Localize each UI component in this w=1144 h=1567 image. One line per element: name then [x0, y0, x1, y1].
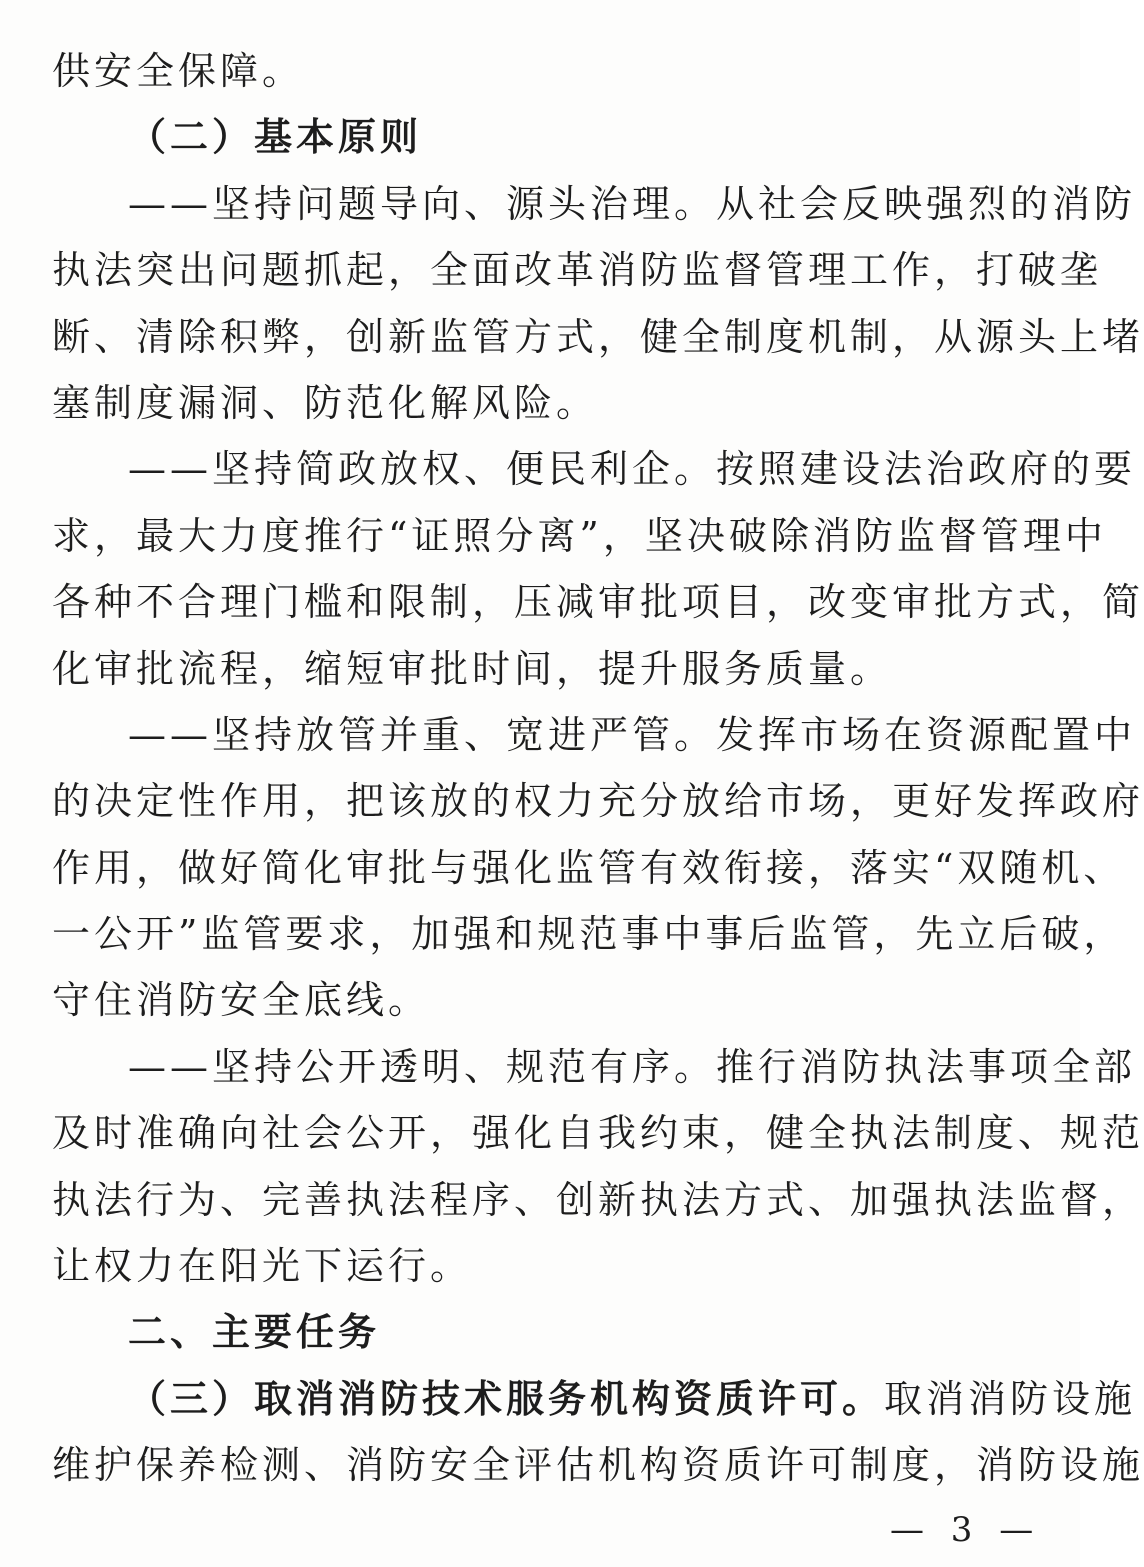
text-line: 一公开”监管要求，加强和规范事中事后监管，先立后破，	[52, 912, 1126, 957]
text-line: 执法突出问题抓起，全面改革消防监督管理工作，打破垄	[52, 248, 1103, 293]
text-line: 维护保养检测、消防安全评估机构资质许可制度，消防设施	[52, 1443, 1144, 1488]
task-heading-plain-text: 取消消防设施	[884, 1376, 1137, 1421]
task-heading-line	[52, 1366, 1137, 1432]
text-line: 守住消防安全底线。	[52, 978, 431, 1023]
text-line: 的决定性作用，把该放的权力充分放给市场，更好发挥政府	[52, 779, 1144, 824]
page-number: — 3 —	[890, 1510, 1042, 1550]
document-body	[52, 38, 1144, 1499]
text-line: 化审批流程，缩短审批时间，提升服务质量。	[52, 646, 893, 691]
task-heading-bold-text: （三）取消消防技术服务机构资质许可。	[128, 1376, 885, 1421]
text-line: 执法行为、完善执法程序、创新执法方式、加强执法监督，	[52, 1177, 1144, 1222]
text-line: 各种不合理门槛和限制，压减审批项目，改变审批方式，简	[52, 580, 1144, 625]
section-heading-basic-principles: （二）基本原则	[128, 114, 423, 160]
section-heading-main-tasks: 二、主要任务	[128, 1310, 381, 1355]
text-line: 供安全保障。	[52, 49, 305, 93]
text-line: 让权力在阳光下运行。	[52, 1244, 473, 1289]
text-line: 作用，做好简化审批与强化监管有效衔接，落实“双随机、	[52, 845, 1126, 890]
text-line: ——坚持公开透明、规范有序。推行消防执法事项全部	[128, 1044, 1137, 1089]
text-line: 求，最大力度推行“证照分离”，坚决破除消防监督管理中	[52, 513, 1107, 558]
text-line: 塞制度漏洞、防范化解风险。	[52, 380, 599, 425]
text-line: 及时准确向社会公开，强化自我约束，健全执法制度、规范	[52, 1111, 1144, 1156]
text-line: ——坚持放管并重、宽进严管。发挥市场在资源配置中	[128, 712, 1137, 757]
text-line: 断、清除积弊，创新监管方式，健全制度机制，从源头上堵	[52, 314, 1144, 359]
text-line: ——坚持问题导向、源头治理。从社会反映强烈的消防	[128, 181, 1137, 226]
text-line: ——坚持简政放权、便民利企。按照建设法治政府的要	[128, 447, 1137, 492]
